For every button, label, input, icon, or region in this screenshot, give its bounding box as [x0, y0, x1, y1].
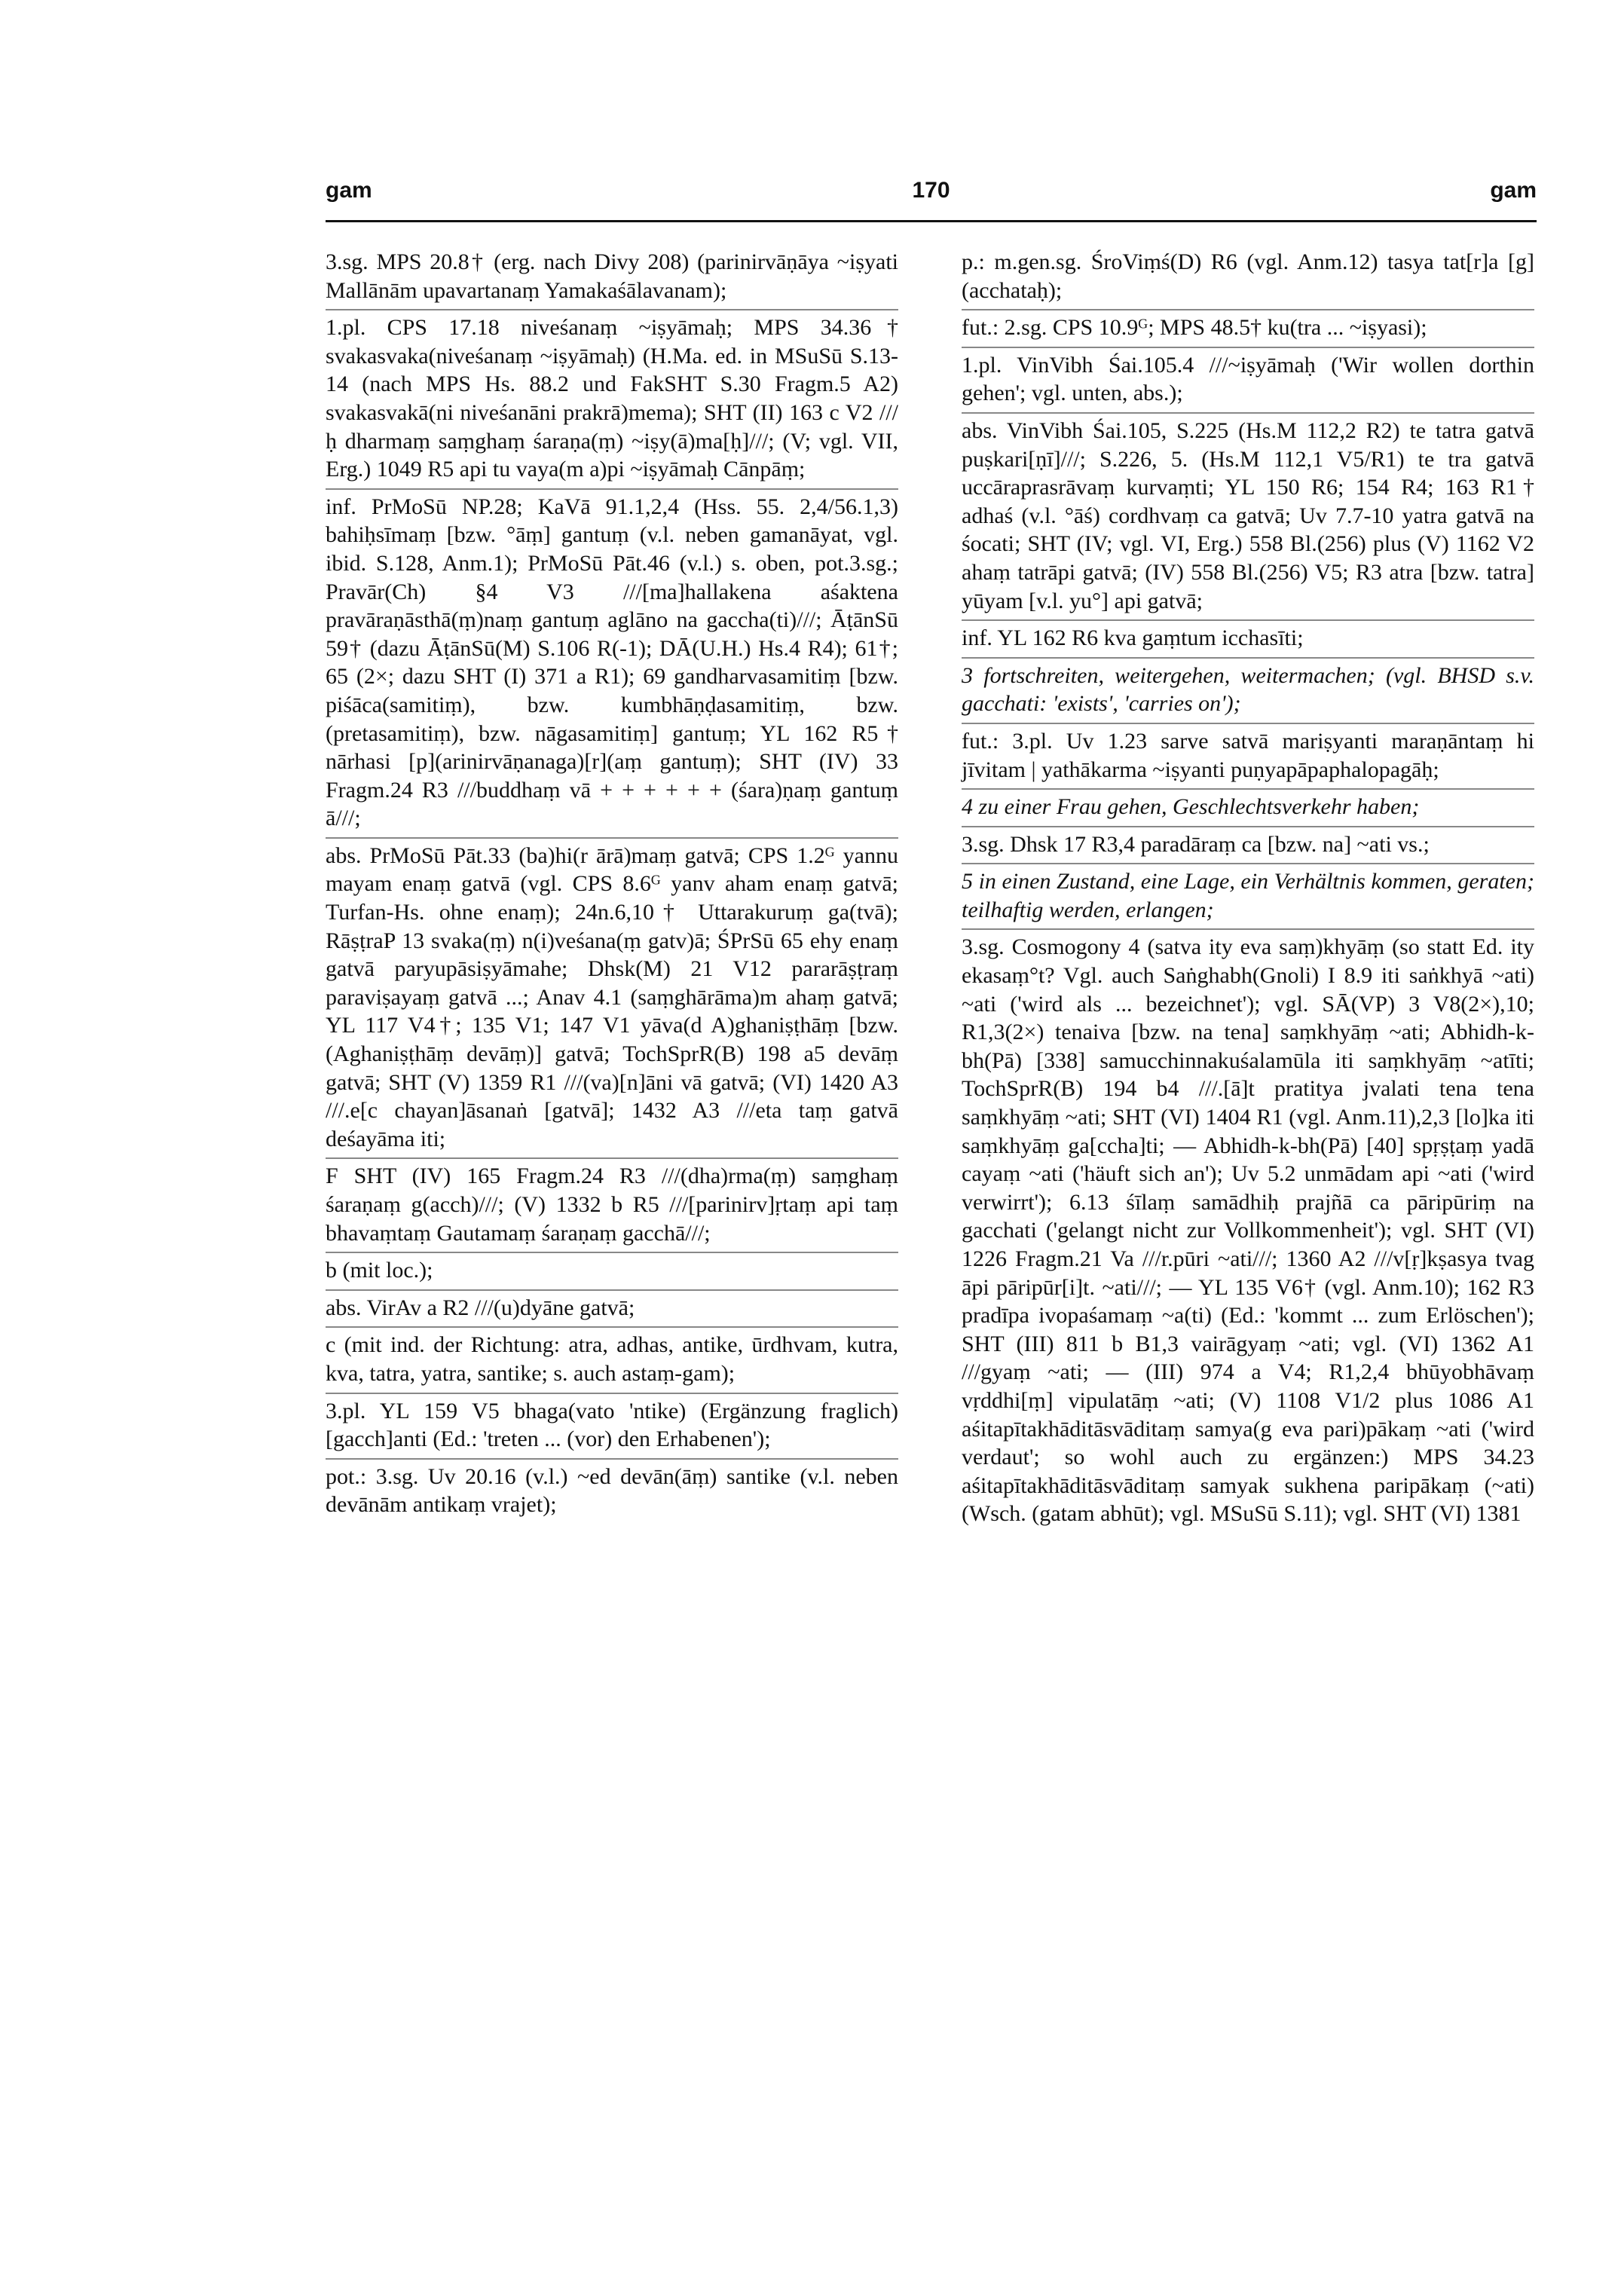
right-entry: 3.sg. Dhsk 17 R3,4 paradāraṃ ca [bzw. na] ~ati vs.;: [962, 827, 1534, 865]
right-sense-heading: 3 fortschreiten, weitergehen, weitermachen; (vgl. BHSD s.v. gacchati: 'exists', 'carries on');: [962, 659, 1534, 724]
left-entry: pot.: 3.sg. Uv 20.16 (v.l.) ~ed devān(āṃ) santike (v.l. neben devānām antikaṃ vrajet);: [326, 1463, 898, 1518]
left-entry: 3.sg. MPS 20.8† (erg. nach Divy 208) (parinirvāṇāya ~iṣyati Mallānām upavartanaṃ Yamakaśālavanam);: [326, 245, 898, 310]
left-entry: 1.pl. CPS 17.18 niveśanaṃ ~iṣyāmaḥ; MPS 34.36† svakasvaka(niveśanaṃ ~iṣyāmaḥ) (H.Ma. ed. in MSuSū S.13-14 (nach MPS Hs. 88.2 und FakSHT S.30 Fragm.5 A2) svakasvakā(ni niveśanāni prakrā)mema); SHT (II) 163 c V2 ///ḥ dharmaṃ saṃghaṃ śaraṇa(ṃ) ~iṣy(ā)ma[ḥ]///; (V; vgl. VII, Erg.) 1049 R5 api tu vaya(m a)pi ~iṣyāmaḥ Cānpāṃ;: [326, 310, 898, 490]
header-rule: [326, 220, 1537, 222]
left-entry: 3.pl. YL 159 V5 bhaga(vato 'ntike) (Ergänzung fraglich) [gacch]anti (Ed.: 'treten ... (vor) den Erhabenen');: [326, 1394, 898, 1460]
right-entry: fut.: 3.pl. Uv 1.23 sarve satvā mariṣyanti maraṇāntaṃ hi jīvitam | yathākarma ~iṣyanti puṇyapāpaphalopagāḥ;: [962, 724, 1534, 790]
right-entry: p.: m.gen.sg. ŚroViṃś(D) R6 (vgl. Anm.12) tasya tat[r]a [g](acchataḥ);: [962, 245, 1534, 310]
right-sense-heading: 5 in einen Zustand, eine Lage, ein Verhältnis kommen, geraten; teilhaftig werden, erlangen;: [962, 864, 1534, 930]
page-number: 170: [912, 178, 950, 203]
header-right-keyword: gam: [1490, 178, 1537, 203]
left-entry: abs. PrMoSū Pāt.33 (ba)hi(r ārā)maṃ gatvā; CPS 1.2ᴳ yannu mayam enaṃ gatvā (vgl. CPS 8.6ᴳ yanv aham enaṃ gatvā; Turfan-Hs. ohne enaṃ); 24n.6,10† Uttarakuruṃ ga(tvā); RāṣṭraP 13 svaka(ṃ) n(i)veśana(ṃ gatv)ā; ŚPrSū 65 ehy enaṃ gatvā paryupāsiṣyāmahe; Dhsk(M) 21 V12 pararāṣṭraṃ paraviṣayaṃ gatvā ...; Anav 4.1 (saṃghārāma)m ahaṃ gatvā; YL 117 V4†; 135 V1; 147 V1 yāva(d A)ghaniṣṭhāṃ [bzw. (Aghaniṣṭhāṃ devāṃ)] gatvā; TochSprR(B) 198 a5 devāṃ gatvā; SHT (V) 1359 R1 ///(va)[n]āni vā gatvā; (VI) 1420 A3 ///.e[c chayan]āsanaṅ [gatvā]; 1432 A3 ///eta taṃ gatvā deśayāma iti;: [326, 839, 898, 1160]
right-entry: 3.sg. Cosmogony 4 (satva ity eva saṃ)khyāṃ (so statt Ed. ity ekasaṃ°t? Vgl. auch Saṅghabh(Gnoli) I 8.9 iti saṅkhyā ~ati) ~ati ('wird als ... bezeichnet'); vgl. SĀ(VP) 3 V8(2×),10; R1,3(2×) tenaiva [bzw. na tena] saṃkhyāṃ ~ati; Abhidh-k-bh(Pā) [338] samucchinnakuśalamūla iti saṃkhyāṃ ~atīti; TochSprR(B) 194 b4 ///.[ā]t pratitya jvalati tena tena saṃkhyāṃ ~ati; SHT (VI) 1404 R1 (vgl. Anm.11),2,3 [lo]ka iti saṃkhyāṃ ga[ccha]ti; — Abhidh-k-bh(Pā) [40] spṛṣṭaṃ yadā cayaṃ ~ati ('häuft sich an'); Uv 5.2 unmādam api ~ati ('wird verwirrt'); 6.13 śīlaṃ samādhiḥ prajñā ca pāripūriṃ na gacchati ('gelangt nicht zur Vollkommenheit'); vgl. SHT (VI) 1226 Fragm.21 Va ///r.pūri ~ati///; 1360 A2 ///v[ṛ]kṣasya tvag āpi pāripūr[i]t. ~ati///; — YL 135 V6† (vgl. Anm.10); 162 R3 pradīpa ivopaśamaṃ ~a(ti) (Ed.: 'kommt ... zum Erlöschen'); SHT (III) 811 b B1,3 vairāgyaṃ ~ati; vgl. (VI) 1362 A1 ///gyaṃ ~ati; — (III) 974 a V4; R1,2,4 bhūyobhāvaṃ vṛddhi[ṃ] vipulatāṃ ~ati; (V) 1108 V1/2 plus 1086 A1 aśitapītakhāditāsvāditaṃ samya(g eva pari)pākaṃ ~ati ('wird verdaut'; so wohl auch zu ergänzen:) MPS 34.23 aśitapītakhāditāsvāditaṃ samyak sukhena paripākaṃ (~ati) (Wsch. (gatam abhūt); vgl. MSuSū S.11); vgl. SHT (VI) 1381: [962, 934, 1534, 1527]
right-entry: fut.: 2.sg. CPS 10.9ᴳ; MPS 48.5† ku(tra ... ~iṣyasi);: [962, 310, 1534, 348]
header-left-keyword: gam: [326, 178, 372, 203]
right-entry: 1.pl. VinVibh Śai.105.4 ///~iṣyāmaḥ ('Wir wollen dorthin gehen'; vgl. unten, abs.);: [962, 348, 1534, 414]
left-entry: c (mit ind. der Richtung: atra, adhas, antike, ūrdhvam, kutra, kva, tatra, yatra, santike; s. auch astaṃ-gam);: [326, 1328, 898, 1393]
right-entry: inf. YL 162 R6 kva gaṃtum icchasīti;: [962, 621, 1534, 659]
right-column: [962, 245, 1534, 1533]
left-entry: F SHT (IV) 165 Fragm.24 R3 ///(dha)rma(ṃ) saṃghaṃ śaraṇaṃ g(acch)///; (V) 1332 b R5 ///[parinirv]ṛtaṃ api taṃ bhavaṃtaṃ Gautamaṃ śaraṇaṃ gacchā///;: [326, 1159, 898, 1253]
left-column: [326, 245, 898, 1524]
right-entry: abs. VinVibh Śai.105, S.225 (Hs.M 112,2 R2) te tatra gatvā puṣkari[ṇī]///; S.226, 5. (Hs.M 112,1 V5/R1) te tra gatvā uccāraprasrāvaṃ kurvaṃti; YL 150 R6; 154 R4; 163 R1† adhaś (v.l. °āś) cordhvaṃ ca gatvā; Uv 7.7-10 yatra gatvā na śocati; SHT (IV; vgl. VI, Erg.) 558 Bl.(256) plus (V) 1162 V2 ahaṃ tatrāpi gatvā; (IV) 558 Bl.(256) V5; R3 atra [bzw. tatra] yūyam [v.l. yu°] api gatvā;: [962, 414, 1534, 621]
left-entry: inf. PrMoSū NP.28; KaVā 91.1,2,4 (Hss. 55. 2,4/56.1,3) bahiḥsīmaṃ [bzw. °āṃ] gantuṃ (v.l. neben gamanāyat, vgl. ibid. S.128, Anm.1); PrMoSū Pāt.46 (v.l.) s. oben, pot.3.sg.; Pravār(Ch) §4 V3 ///[ma]hallakena aśaktena pravāraṇāsthā(ṃ)naṃ gantuṃ aglāno na gaccha(ti)///; ĀṭānSū 59† (dazu ĀṭānSū(M) S.106 R(-1); DĀ(U.H.) Hs.4 R4); 61†; 65 (2×; dazu SHT (I) 371 a R1); 69 gandharvasamitiṃ [bzw. piśāca(samitiṃ), bzw. kumbhāṇḍasamitiṃ, bzw. (pretasamitiṃ), bzw. nāgasamitiṃ] gantuṃ; YL 162 R5† nārhasi [p](arinirvāṇanaga)[r](aṃ gantuṃ); SHT (IV) 33 Fragm.24 R3 ///buddhaṃ vā + + + + + + (śara)ṇaṃ gantuṃ ā///;: [326, 490, 898, 839]
page-header: [326, 178, 1537, 223]
left-entry: b (mit loc.);: [326, 1253, 898, 1291]
right-sense-heading: 4 zu einer Frau gehen, Geschlechtsverkehr haben;: [962, 790, 1534, 827]
left-entry: abs. VirAv a R2 ///(u)dyāne gatvā;: [326, 1291, 898, 1329]
